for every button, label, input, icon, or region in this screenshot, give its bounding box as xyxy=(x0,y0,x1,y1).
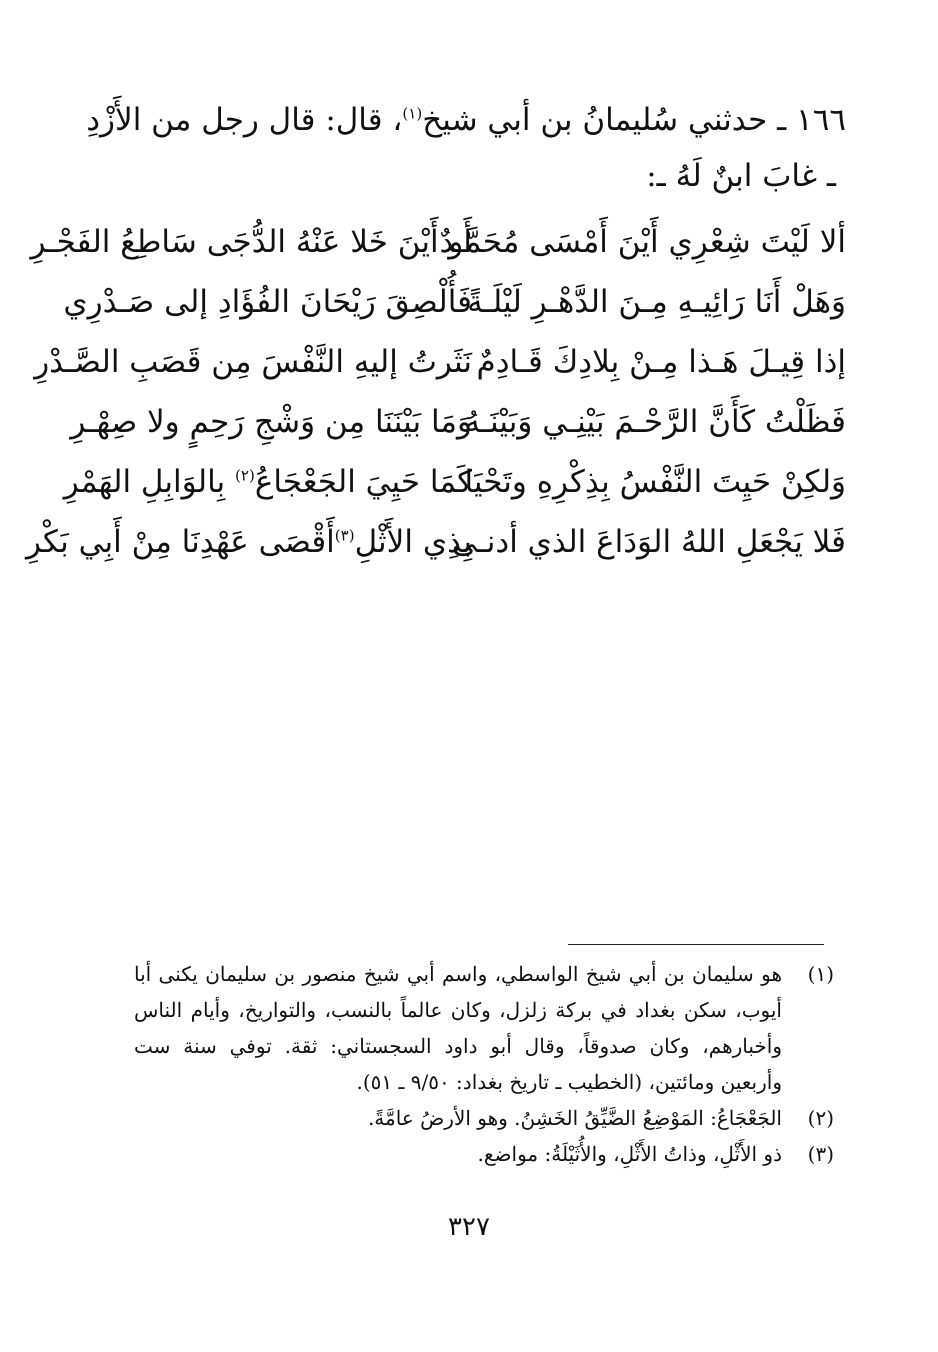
poem-verse xyxy=(70,392,846,452)
footnote-text: الجَعْجَاعُ: المَوْضِعُ الضَّيِّقُ الخَشِنُ. وهو الأرضُ عامَّةً. xyxy=(367,1106,782,1130)
footnote xyxy=(134,1100,834,1136)
footnotes xyxy=(134,956,834,1172)
footnote-marker-3: (٣) xyxy=(334,526,355,545)
poem xyxy=(25,212,846,572)
heading-text-continued: ، قال: قال رجل من الأَزْدِ xyxy=(86,102,403,138)
poem-verse xyxy=(25,512,846,572)
heading-line-1 xyxy=(86,92,846,148)
footnote xyxy=(134,1136,834,1172)
verse-second-hemistich xyxy=(25,524,472,560)
poem-verse xyxy=(34,332,846,392)
hemistich-text: وَمَا بَيْنَنَا مِن وَشْجِ رَحِمٍ ولا صِهْـرِ xyxy=(70,404,472,440)
page-number: ٣٢٧ xyxy=(448,1212,490,1242)
verse-second-hemistich xyxy=(34,344,472,380)
poem-verse xyxy=(63,272,846,332)
verse-second-hemistich xyxy=(70,404,472,440)
hemistich-text: فَأُلْصِقَ رَيْحَانَ الفُؤَادِ إلى صَـدْرِي xyxy=(63,284,472,320)
verse-second-hemistich xyxy=(63,464,472,500)
verse-first-hemistich: إذا قِيـلَ هَـذا مِـنْ بِلادِكَ قَـادِمٌ xyxy=(476,344,846,380)
footnote-marker-1: (١) xyxy=(402,104,423,123)
heading-text: ١٦٦ ـ حدثني سُليمانُ بن أبي شيخ xyxy=(422,102,846,138)
verse-first-hemistich: ألا لَيْتَ شِعْرِي أَيْنَ أَمْسَى مُحَمَّـدٌ xyxy=(439,224,846,260)
poem-verse xyxy=(30,212,846,272)
hemistich-text: نَثَرتُ إليهِ النَّفْسَ مِن قَصَبِ الصَّـدْرِ xyxy=(34,344,472,380)
footnote-separator xyxy=(568,944,824,945)
verse-first-hemistich: وَهَلْ أَنَا رَائِيـهِ مِـنَ الدَّهْـرِ لَيْلَـةً xyxy=(467,284,846,320)
verse-first-hemistich: فَلا يَجْعَلِ اللهُ الوَدَاعَ الذي أدنـى xyxy=(451,524,846,560)
narration-heading xyxy=(86,92,846,204)
verse-first-hemistich: وَلكِنْ حَيِتَ النَّفْسُ بِذِكْرِهِ وتَحْيَا xyxy=(464,464,846,500)
footnote-text: ذو الأَثْلِ، وذاتُ الأَثْلِ، والأُثَيْلَةُ: مواضع. xyxy=(477,1142,782,1166)
heading-line-2: ـ غابَ ابنٌ لَهُ ـ: xyxy=(646,158,836,194)
verse-second-hemistich xyxy=(30,224,472,260)
hemistich-text: كَمَا حَيِيَ الجَعْجَاعُ xyxy=(254,464,472,500)
poem-verse xyxy=(63,452,846,512)
footnote-number: (٢) xyxy=(807,1106,834,1130)
footnote-number: (٣) xyxy=(807,1142,834,1166)
footnote-marker-2: (٢) xyxy=(235,466,255,485)
verse-second-hemistich xyxy=(63,284,472,320)
hemistich-text-continued: أَقْصَى عَهْدِنَا مِنْ أَبِي بَكْرِ xyxy=(25,524,335,560)
hemistich-text: أَو أَيْنَ خَلا عَنْهُ الدُّجَى سَاطِعُ الفَجْـرِ xyxy=(30,224,472,260)
verse-first-hemistich: فَظَلْتُ كَأَنَّ الرَّحْـمَ بَيْنِـي وَبَيْنَـهُ xyxy=(464,404,846,440)
hemistich-text: بِذِي الأَثْلِ xyxy=(354,524,472,560)
footnote-number: (١) xyxy=(807,962,834,986)
footnote-text: هو سليمان بن أبي شيخ الواسطي، واسم أبي شيخ منصور بن سليمان يكنى أبا أيوب، سكن بغداد في بركة زلزل، وكان عالماً بالنسب، والتواريخ، وأيام الناس وأخبارهم، وكان صدوقاً، وقال أبو داود السجستاني: ثقة. توفي سنة ست وأربعين ومائتين، (الخطيب ـ تاريخ بغداد: ٩/٥٠ ـ ٥١). xyxy=(134,962,782,1094)
footnote xyxy=(134,956,834,1100)
hemistich-text-continued: بِالوَابِلِ الهَمْرِ xyxy=(63,464,236,500)
